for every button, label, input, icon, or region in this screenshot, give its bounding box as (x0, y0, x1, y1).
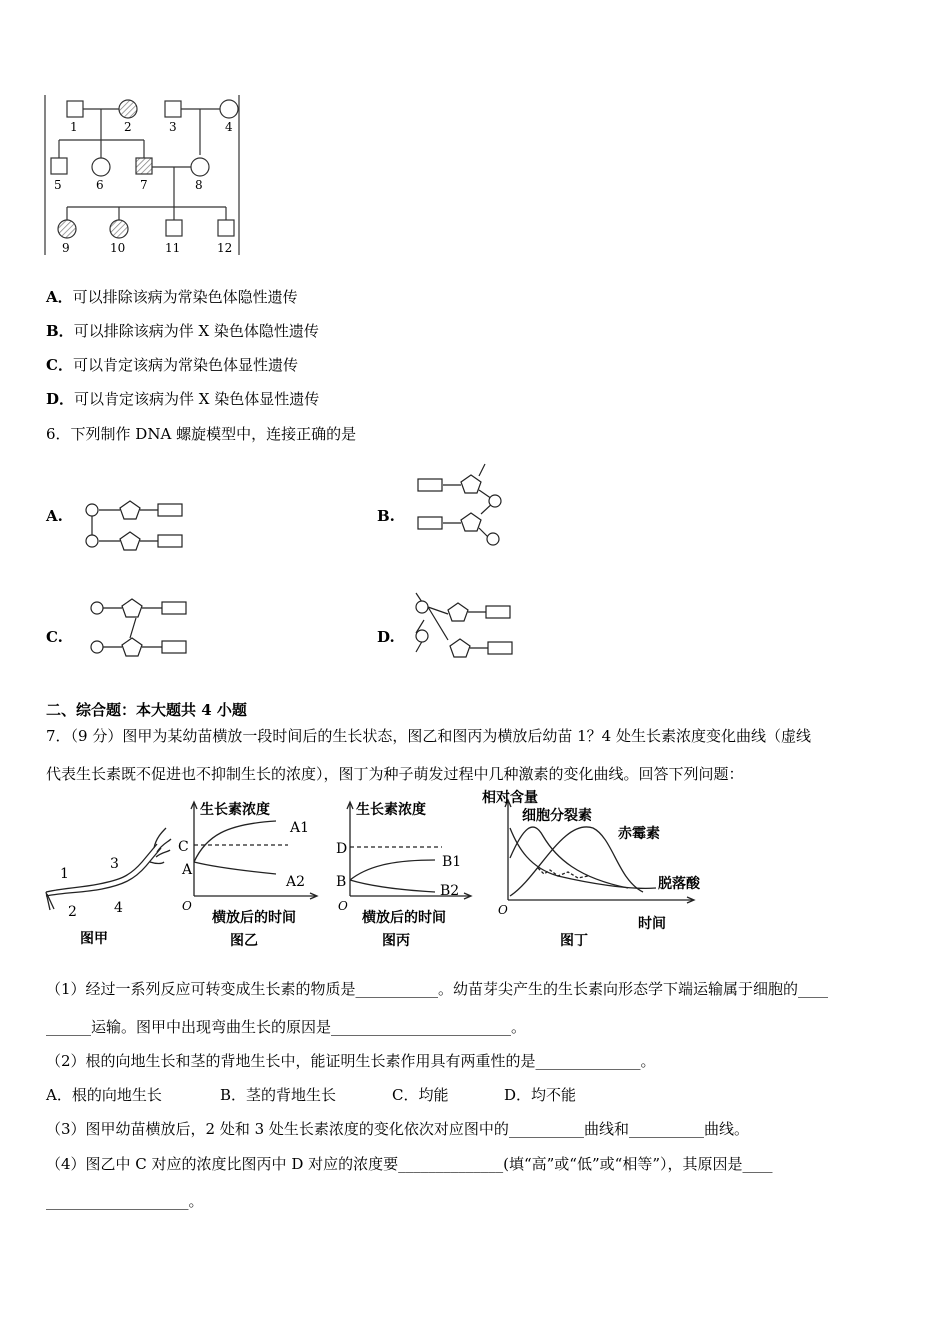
q7-part2-option-b: B．茎的背地生长 (220, 1086, 337, 1104)
figure-bing (330, 796, 480, 932)
pedigree-label: 10 (110, 241, 126, 255)
jia-point-3: 3 (110, 856, 119, 872)
yi-a: A (182, 862, 193, 878)
pedigree-label: 11 (165, 241, 181, 255)
q7-part1-line1: （1）经过一系列反应可转变成生长素的物质是___________。幼苗芽尖产生的生长素向形态学下端运输属于细胞的____ (46, 980, 829, 998)
dna-model-d (412, 590, 522, 665)
q7-part2: （2）根的向地生长和茎的背地生长中，能证明生长素作用具有两重性的是______________。 (46, 1052, 656, 1070)
yi-ylabel: 生长素浓度 (200, 802, 270, 818)
bing-ylabel: 生长素浓度 (356, 802, 426, 818)
ding-cytokinin: 细胞分裂素 (522, 808, 592, 824)
q6-stem: 6．下列制作 DNA 螺旋模型中，连接正确的是 (46, 425, 357, 443)
ding-ylabel: 相对含量 (482, 790, 538, 806)
pedigree-chart (44, 95, 244, 260)
q6-label-b: B. (377, 507, 395, 525)
dna-model-c (86, 595, 196, 665)
yi-c: C (178, 839, 189, 855)
figure-yi (176, 796, 326, 932)
caption-ding: 图丁 (560, 933, 588, 949)
bing-xlabel: 横放后的时间 (362, 910, 446, 926)
bing-b2: B2 (440, 883, 460, 899)
q7-part4-line1: （4）图乙中 C 对应的浓度比图丙中 D 对应的浓度要______________(填“高”或“低”或“相等”），其原因是____ (46, 1155, 773, 1173)
q5-option-d: D．可以肯定该病为伴 X 染色体显性遗传 (46, 390, 320, 408)
q6-label-c: C. (46, 628, 63, 646)
q7-part4-line2: ___________________。 (46, 1192, 204, 1210)
pedigree-label: 3 (169, 120, 177, 134)
pedigree-label: 9 (62, 241, 70, 255)
q5-option-a: A．可以排除该病为常染色体隐性遗传 (46, 288, 298, 306)
q5-option-b: B．可以排除该病为伴 X 染色体隐性遗传 (46, 322, 319, 340)
jia-point-4: 4 (114, 900, 123, 916)
pedigree-label: 4 (225, 120, 233, 134)
figure-ding (478, 788, 708, 934)
pedigree-label: 8 (195, 178, 203, 192)
caption-yi: 图乙 (230, 933, 258, 949)
caption-jia: 图甲 (80, 931, 108, 947)
bing-origin: O (338, 899, 348, 913)
pedigree-label: 12 (217, 241, 233, 255)
figure-jia (44, 822, 174, 922)
ding-origin: O (498, 903, 508, 917)
yi-a2: A2 (286, 874, 306, 890)
q7-stem-line1: 7．（9 分）图甲为某幼苗横放一段时间后的生长状态，图乙和图丙为横放后幼苗 1？4 处生长素浓度变化曲线（虚线 (46, 727, 811, 745)
caption-bing: 图丙 (382, 933, 410, 949)
bing-b: B (336, 874, 347, 890)
ding-abscisic-acid: 脱落酸 (658, 876, 700, 892)
jia-point-2: 2 (68, 904, 77, 920)
yi-xlabel: 横放后的时间 (212, 910, 296, 926)
q7-part2-option-a: A．根的向地生长 (46, 1086, 162, 1104)
section-2-title: 二、综合题：本大题共 4 小题 (46, 701, 247, 719)
q7-part2-option-c: C．均能 (392, 1086, 449, 1104)
jia-point-1: 1 (60, 866, 69, 882)
yi-origin: O (182, 899, 192, 913)
dna-model-b (415, 460, 525, 550)
q6-label-a: A. (46, 507, 63, 525)
pedigree-label: 6 (96, 178, 104, 192)
q6-label-d: D. (377, 628, 395, 646)
dna-model-a (82, 495, 192, 557)
q7-part1-line2: ______运输。图甲中出现弯曲生长的原因是________________________。 (46, 1018, 527, 1036)
q5-option-c: C．可以肯定该病为常染色体显性遗传 (46, 356, 298, 374)
ding-gibberellin: 赤霉素 (618, 826, 660, 842)
q7-part3: （3）图甲幼苗横放后，2 处和 3 处生长素浓度的变化依次对应图中的__________曲线和__________曲线。 (46, 1120, 749, 1138)
pedigree-label: 1 (70, 120, 78, 134)
pedigree-label: 7 (140, 178, 148, 192)
q7-stem-line2: 代表生长素既不促进也不抑制生长的浓度），图丁为种子萌发过程中几种激素的变化曲线。回答下列问题： (46, 765, 744, 783)
pedigree-label: 5 (54, 178, 62, 192)
ding-xlabel: 时间 (638, 916, 666, 932)
bing-d: D (336, 841, 348, 857)
pedigree-label: 2 (124, 120, 132, 134)
yi-a1: A1 (290, 820, 310, 836)
bing-b1: B1 (442, 854, 462, 870)
q7-part2-option-d: D．均不能 (504, 1086, 577, 1104)
